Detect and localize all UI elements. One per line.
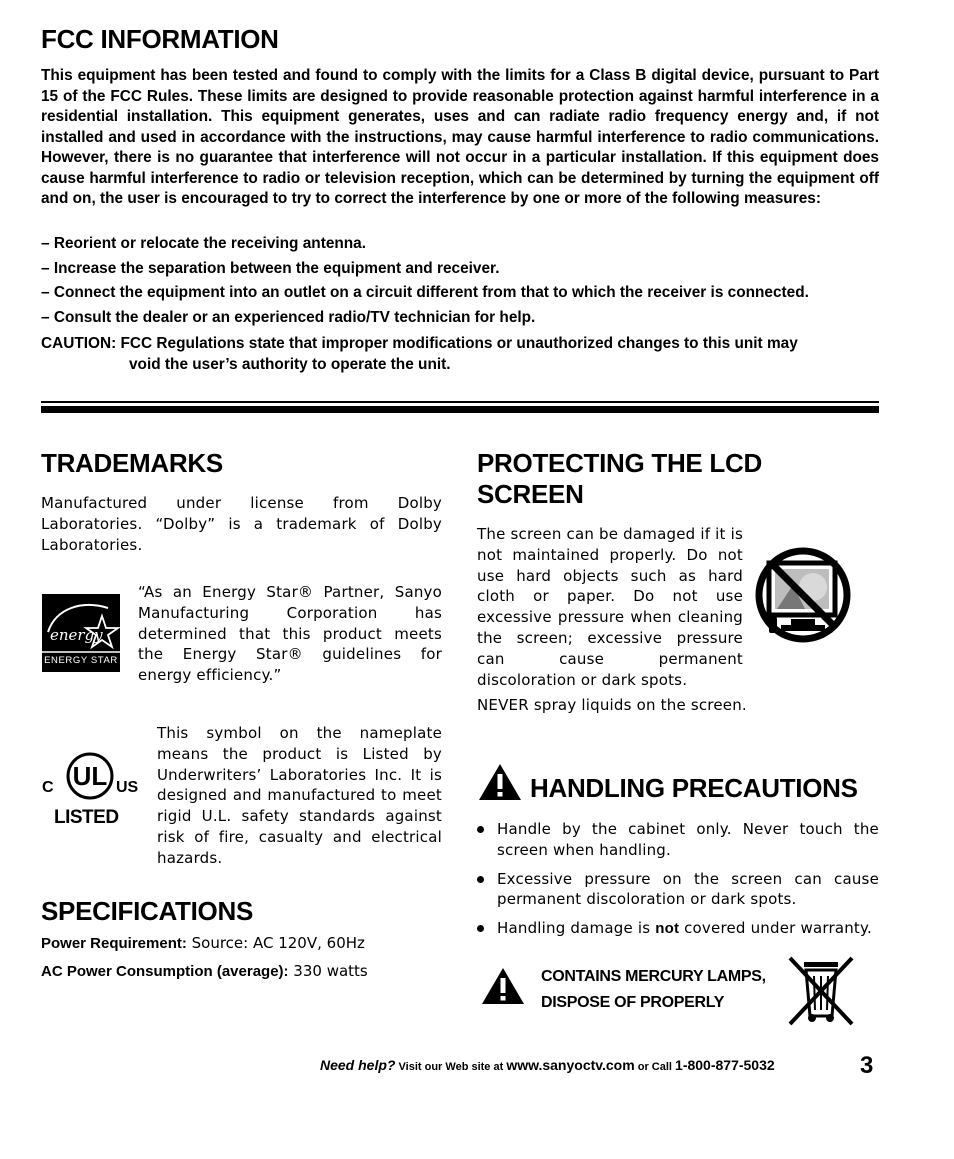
energy-star-label: ENERGY STAR (44, 655, 118, 666)
specifications-title: SPECIFICATIONS (41, 896, 254, 926)
lcd-title-line: PROTECTING THE LCD (477, 448, 762, 478)
mercury-warning (541, 964, 766, 1016)
spec-label: Power Requirement: (41, 935, 187, 952)
list-item: – Reorient or relocate the receiving antenna. (41, 235, 367, 252)
footer-url[interactable]: www.sanyoctv.com (506, 1057, 635, 1073)
list-item: Handle by the cabinet only. Never touch the screen when handling. (477, 819, 879, 861)
lcd-paragraph: The screen can be damaged if it is not maintained properly. Do not use hard objects such as hard cloth or paper. Do not use excessive pressure when cleaning the screen; excessive pressure can cause permanent discoloration or dark spots. (477, 525, 743, 689)
section-divider-thin (41, 401, 879, 403)
footer-visit: Visit our Web site at (395, 1061, 507, 1073)
ul-listed-label: LISTED (54, 807, 119, 828)
fcc-caution (41, 333, 881, 375)
footer-help (320, 1057, 775, 1075)
caution-line: CAUTION: FCC Regulations state that improper modifications or unauthorized changes to this unit may (41, 335, 798, 352)
mercury-line: DISPOSE OF PROPERLY (541, 994, 725, 1011)
ul-letters: UL (72, 761, 108, 791)
mercury-line: CONTAINS MERCURY LAMPS, (541, 968, 766, 985)
section-divider-thick (41, 406, 879, 413)
list-item: – Increase the separation between the equipment and receiver. (41, 259, 500, 277)
spec-label: AC Power Consumption (average): (41, 963, 289, 980)
caution-line: void the user’s authority to operate the unit. (129, 356, 451, 373)
list-item: – Consult the dealer or an experienced radio/TV technician for help. (41, 308, 536, 326)
spec-power-requirement (41, 934, 365, 952)
list-item: Handling damage is not covered under warranty. (477, 918, 879, 940)
lcd-title-line: SCREEN (477, 479, 584, 509)
warning-triangle-icon (478, 762, 522, 802)
dolby-paragraph: Manufactured under license from Dolby Laboratories. “Dolby” is a trademark of Dolby Laboratories. (41, 494, 442, 554)
page-number: 3 (860, 1052, 874, 1079)
handling-title: HANDLING PRECAUTIONS (530, 773, 858, 803)
spec-power-consumption (41, 962, 368, 980)
list-item: Excessive pressure on the screen can cause permanent discoloration or dark spots. (477, 869, 879, 911)
energy-star-paragraph: “As an Energy Star® Partner, Sanyo Manufacturing Corporation has determined that this product meets the Energy Star® guidelines for energy efficiency.” (138, 583, 442, 685)
lcd-never-spray: NEVER spray liquids on the screen. (477, 696, 747, 714)
fcc-measures-list (41, 234, 891, 332)
spec-value: Source: AC 120V, 60Hz (186, 934, 365, 952)
svg-text:energy: energy (50, 626, 103, 644)
trademarks-title: TRADEMARKS (41, 448, 223, 478)
ul-us-letters: US (116, 779, 139, 796)
fcc-title: FCC INFORMATION (41, 24, 279, 54)
footer-phone: 1-800-877-5032 (675, 1057, 775, 1073)
footer-or-call: or Call (634, 1061, 676, 1073)
warning-triangle-icon (481, 966, 525, 1006)
bullet-icon (477, 826, 484, 833)
footer-need-help: Need help? (320, 1057, 396, 1073)
bullet-icon (477, 876, 484, 883)
ul-mark-icon (40, 752, 140, 802)
fcc-paragraph: This equipment has been tested and found to comply with the limits for a Class B digital device, pursuant to Part 15 of the FCC Rules. These limits are designed to provide reasonable protection against harmful interference in a residential installation. This equipment generates, uses and can radiate radio frequency energy and, if not installed and used in accordance with the instructions, may cause harmful interference to radio communications. However, there is no guarantee that interference will not occur in a particular installation. If this equipment does cause harmful interference to radio or television reception, which can be determined by turning the equipment off and on, the user is encouraged to try to correct the interference by one or more of the following measures: (41, 67, 879, 207)
lcd-title (477, 448, 762, 510)
no-spray-icon (755, 535, 851, 659)
ul-listed-logo (40, 752, 140, 830)
bullet-icon (477, 925, 484, 932)
crossed-bin-icon (784, 954, 858, 1028)
ul-paragraph: This symbol on the nameplate means the product is Listed by Underwriters’ Laboratories Inc. It is designed and manufactured to meet rigid U.L. safety standards against risk of fire, casualty and electrical hazards. (157, 724, 442, 867)
energy-star-logo (42, 594, 120, 672)
list-item: – Connect the equipment into an outlet on a circuit different from that to which the receiver is connected. (41, 284, 809, 301)
ul-c-letter: C (42, 779, 54, 796)
spec-value: 330 watts (288, 962, 368, 980)
handling-bullets (477, 819, 879, 940)
